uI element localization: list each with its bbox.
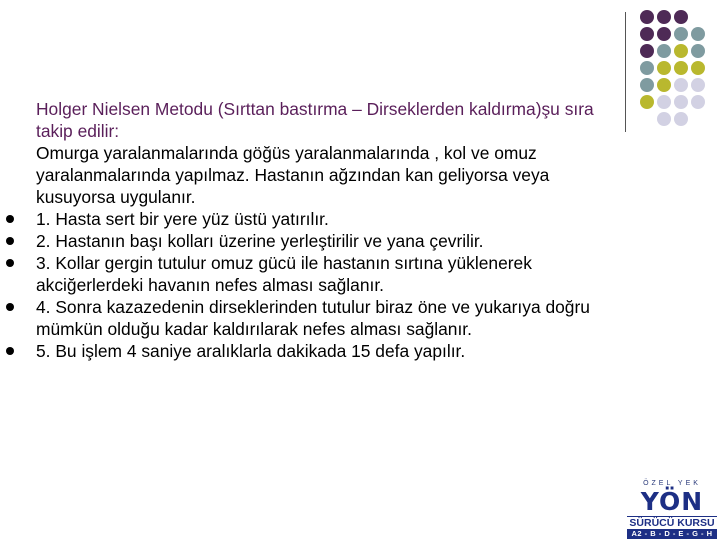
step-item	[36, 252, 626, 296]
step-item	[36, 208, 626, 230]
bullet-icon	[6, 303, 14, 311]
bullet-icon	[6, 237, 14, 245]
step-text: 5. Bu işlem 4 saniye aralıklarla dakikada 15 defa yapılır.	[36, 341, 466, 361]
slide-content	[36, 98, 626, 362]
decorative-dot	[691, 44, 705, 58]
decorative-dot	[640, 27, 654, 41]
decorative-dot	[657, 44, 671, 58]
decorative-dot	[674, 61, 688, 75]
decorative-dot	[691, 95, 705, 109]
decorative-dot	[640, 61, 654, 75]
decorative-dot	[674, 27, 688, 41]
decorative-dot	[640, 95, 654, 109]
logo-top-text: ÖZEL YEK	[643, 480, 701, 487]
slide-heading: Holger Nielsen Metodu (Sırttan bastırma – Dirseklerden kaldırma)şu sıra takip edilir:	[36, 99, 594, 141]
bullet-icon	[6, 347, 14, 355]
decorative-dot	[640, 44, 654, 58]
decorative-dot	[691, 78, 705, 92]
decorative-dot	[674, 78, 688, 92]
decorative-dot	[674, 112, 688, 126]
bullet-icon	[6, 215, 14, 223]
driving-school-logo	[627, 480, 717, 540]
decorative-dot	[674, 44, 688, 58]
decorative-dot	[691, 27, 705, 41]
logo-name: YÖN	[640, 487, 704, 516]
decorative-dot	[674, 10, 688, 24]
decorative-dot	[657, 95, 671, 109]
decorative-dot	[674, 95, 688, 109]
step-text: 3. Kollar gergin tutulur omuz gücü ile hastanın sırtına yüklenerek akciğerlerdeki havanın nefes alması sağlanır.	[36, 253, 532, 295]
decorative-dot	[657, 10, 671, 24]
decorative-dot	[640, 78, 654, 92]
decorative-dot	[657, 27, 671, 41]
decorative-dot	[657, 61, 671, 75]
logo-subtitle: SÜRÜCÜ KURSU	[627, 516, 717, 529]
bullet-icon	[6, 259, 14, 267]
decorative-dot	[657, 112, 671, 126]
step-item	[36, 296, 626, 340]
logo-classes: A2 - B - D - E - G - H	[627, 529, 717, 539]
step-text: 2. Hastanın başı kolları üzerine yerleştirilir ve yana çevrilir.	[36, 231, 484, 251]
decorative-dot	[640, 10, 654, 24]
step-item	[36, 340, 626, 362]
intro-text: Omurga yaralanmalarında göğüs yaralanmalarında , kol ve omuz yaralanmalarında yapılmaz. Hastanın ağzından kan geliyorsa veya kusuyorsa uygulanır.	[36, 143, 550, 207]
decorative-dot	[691, 61, 705, 75]
step-item	[36, 230, 626, 252]
step-text: 4. Sonra kazazedenin dirseklerinden tutulur biraz öne ve yukarıya doğru mümkün olduğu kadar kaldırılarak nefes alması sağlanır.	[36, 297, 590, 339]
decorative-dot	[657, 78, 671, 92]
step-text: 1. Hasta sert bir yere yüz üstü yatırılır.	[36, 209, 329, 229]
